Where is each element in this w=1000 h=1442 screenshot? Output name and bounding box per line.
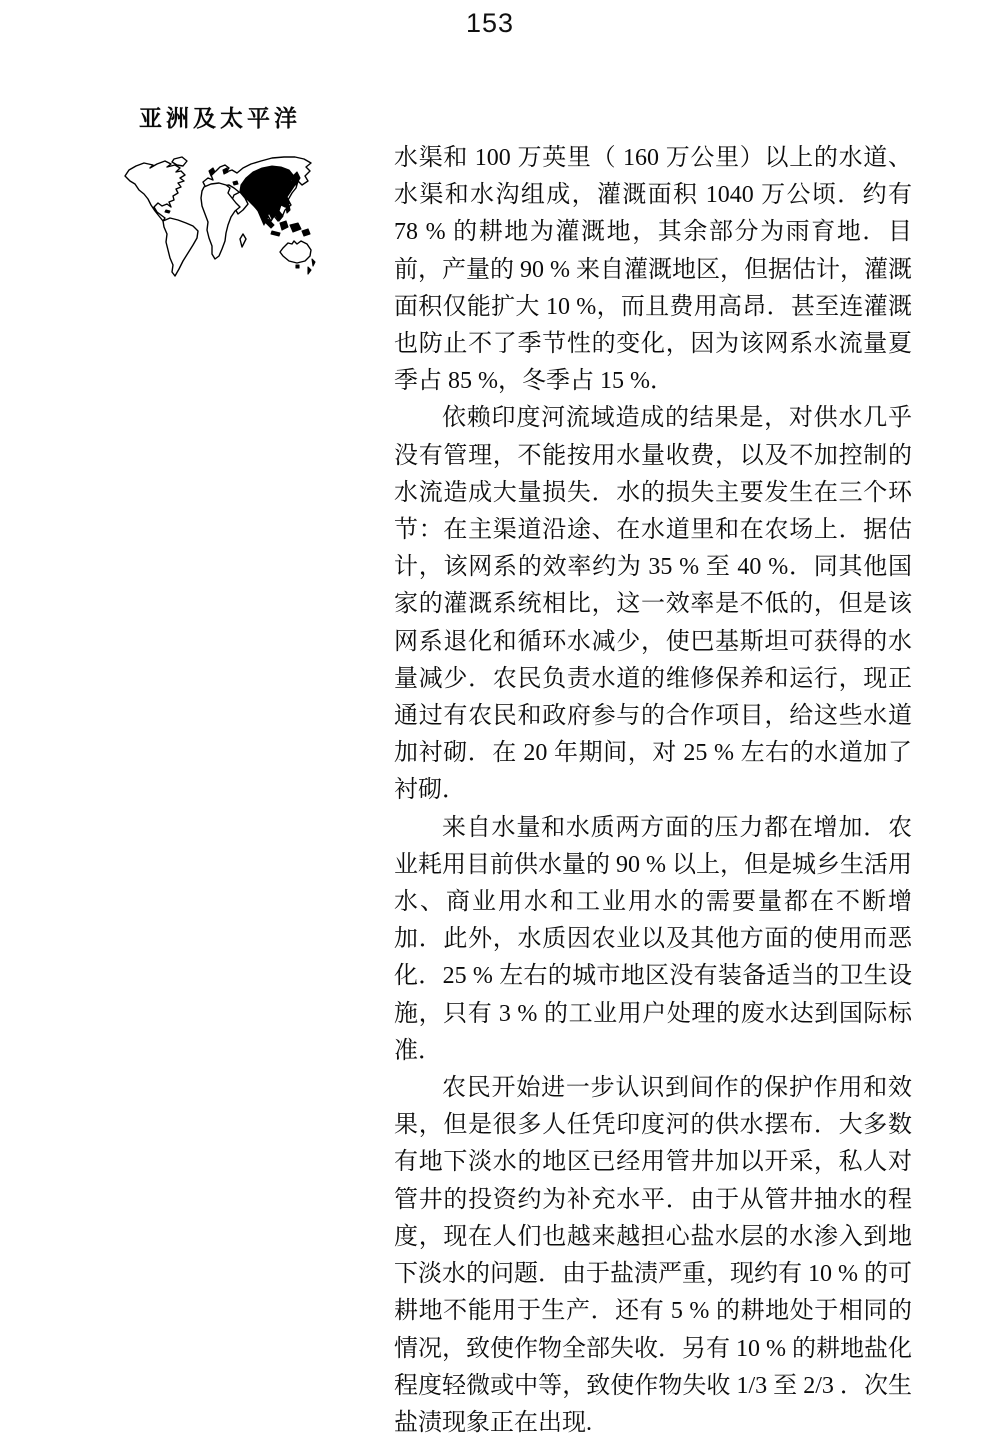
- body-paragraph: 农民开始进一步认识到间作的保护作用和效果，但是很多人任凭印度河的供水摆布．大多数有地下淡水的地区已经用管井加以开采，私人对管井的投资约为补充水平．由于从管井抽水的程度，现在人们也越来越担心盐水层的水渗入到地下淡水的问题．由于盐渍严重，现约有 10 % 的可耕地不能用于生产．还有 5 % 的耕地处于相同的情况，致使作物全部失收．另有 10 % 的耕地盐化程度轻微或中等，致使作物失收 1/3 至 2/3 ．次生盐渍现象正在出现.: [394, 1075, 912, 1436]
- region-figure: [118, 100, 322, 281]
- caspian-mark: [233, 181, 238, 185]
- article-body: [394, 140, 912, 1442]
- sulawesi-island: [290, 223, 301, 232]
- australia-outline: [280, 241, 311, 263]
- caribbean-islands: [165, 210, 170, 213]
- figure-heading: 亚洲及太平洋: [139, 106, 301, 131]
- new-zealand-north: [312, 259, 315, 266]
- new-zealand-south: [308, 267, 311, 274]
- sumatra-island: [265, 219, 274, 228]
- java-island: [271, 231, 280, 236]
- world-map-asia-highlighted: [121, 155, 319, 281]
- page-number: 153: [465, 8, 515, 38]
- body-paragraph: 依赖印度河流域造成的结果是，对供水几乎没有管理，不能按用水量收费，以及不加控制的水流造成大量损失．水的损失主要发生在三个环节：在主渠道沿途、在水道里和在农场上．据估计，该网系的效率约为 35 % 至 40 %．同其他国家的灌溉系统相比，这一效率是不低的，但是该网系退化和循环水减少，使巴基斯坦可获得的水量减少．农民负责水道的维修保养和运行，现正通过有农民和政府参与的合作项目，给这些水道加衬砌．在 20 年期间，对 25 % 左右的水道加了衬砌．: [394, 405, 912, 804]
- south-america-outline: [163, 218, 198, 276]
- body-paragraph: 来自水量和水质两方面的压力都在增加．农业耗用目前供水量的 90 % 以上，但是城乡生活用水、商业用水和工业用水的需要量都在不断增加．此外，水质因农业以及其他方面的使用而恶化．25 % 左右的城市地区没有装备适当的卫生设施，只有 3 % 的工业用户处理的废水达到国际标准．: [394, 814, 912, 1064]
- new-guinea-island: [302, 229, 310, 236]
- borneo-island: [280, 221, 288, 230]
- north-america-outline: [125, 161, 185, 221]
- tasmania-island: [296, 265, 299, 268]
- philippines-islands: [286, 205, 290, 213]
- body-paragraph: 水渠和 100 万英里（ 160 万公里）以上的水道、水渠和水沟组成，灌溉面积 1040 万公顷．约有 78 % 的耕地为灌溉地，其余部分为雨育地．目前，产量的 90 % 来自灌溉地区，但据估计，灌溉面积仅能扩大 10 %，而且费用高昂．甚至连灌溉也防止不了季节性的变化，因为该网系水流量夏季占 85 %，冬季占 15 %．: [394, 145, 912, 395]
- madagascar-outline: [240, 234, 246, 247]
